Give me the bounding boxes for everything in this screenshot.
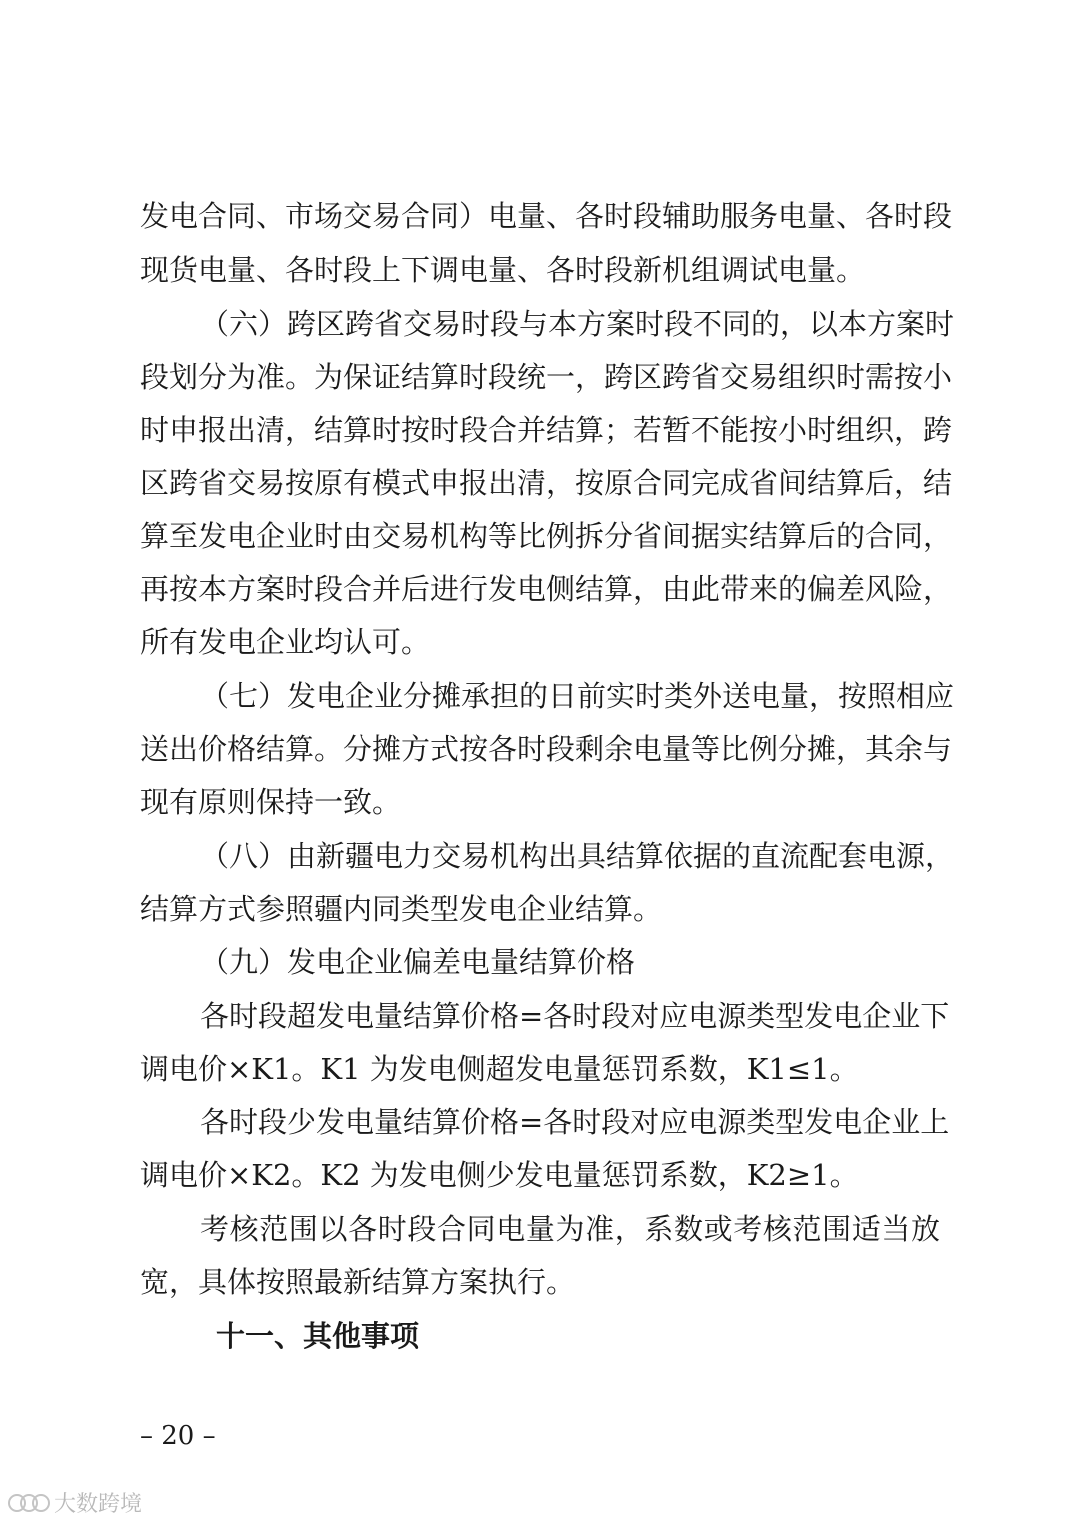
body-line: 各时段少发电量结算价格=各时段对应电源类型发电企业上 — [200, 1105, 950, 1139]
body-line: 所有发电企业均认可。 — [140, 625, 431, 659]
body-line: 送出价格结算。分摊方式按各时段剩余电量等比例分摊，其余与 — [140, 732, 953, 766]
body-line: 现货电量、各时段上下调电量、各时段新机组调试电量。 — [140, 253, 866, 287]
body-line: 结算方式参照疆内同类型发电企业结算。 — [140, 892, 663, 926]
section-heading: 十一、其他事项 — [216, 1319, 420, 1353]
body-line: 算至发电企业时由交易机构等比例拆分省间据实结算后的合同， — [140, 519, 953, 553]
body-line: 段划分为准。为保证结算时段统一，跨区跨省交易组织时需按小 — [140, 360, 953, 394]
body-line: 区跨省交易按原有模式申报出清，按原合同完成省间结算后，结 — [140, 466, 953, 500]
body-line: 宽，具体按照最新结算方案执行。 — [140, 1265, 576, 1299]
watermark-text: 大数跨境 — [54, 1491, 143, 1517]
body-line: 各时段超发电量结算价格=各时段对应电源类型发电企业下 — [200, 999, 950, 1033]
body-line: 发电合同、市场交易合同）电量、各时段辅助服务电量、各时段 — [140, 199, 953, 233]
watermark — [8, 1484, 142, 1520]
body-line: （七）发电企业分摊承担的日前实时类外送电量，按照相应 — [200, 679, 955, 713]
brand-logo-icon — [8, 1491, 48, 1513]
body-line: 再按本方案时段合并后进行发电侧结算，由此带来的偏差风险， — [140, 572, 953, 606]
page-number: – 20 – — [140, 1421, 216, 1451]
body-line: 调电价×K1。K1 为发电侧超发电量惩罚系数，K1≤1。 — [140, 1052, 859, 1086]
body-line: 时申报出清，结算时按时段合并结算；若暂不能按小时组织，跨 — [140, 413, 953, 447]
body-line: 现有原则保持一致。 — [140, 785, 402, 819]
body-line: 调电价×K2。K2 为发电侧少发电量惩罚系数，K2≥1。 — [140, 1158, 859, 1192]
body-line: （八）由新疆电力交易机构出具结算依据的直流配套电源， — [200, 839, 955, 873]
body-line: 考核范围以各时段合同电量为准，系数或考核范围适当放 — [200, 1212, 940, 1246]
body-line: （九）发电企业偏差电量结算价格 — [200, 945, 636, 979]
body-line: （六）跨区跨省交易时段与本方案时段不同的，以本方案时 — [200, 307, 955, 341]
